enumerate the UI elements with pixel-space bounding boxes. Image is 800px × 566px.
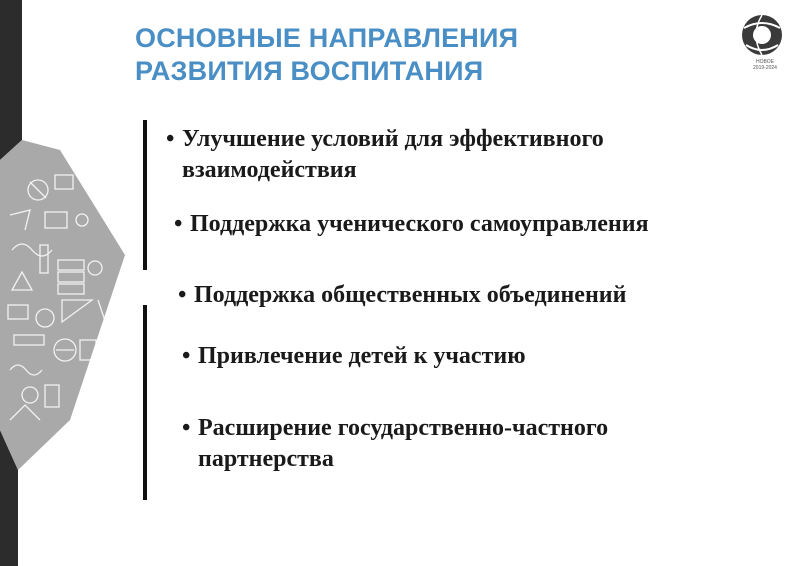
list-item bbox=[182, 341, 526, 372]
vertical-divider-top bbox=[143, 120, 147, 270]
bullet-icon: • bbox=[182, 415, 191, 441]
logo-caption bbox=[735, 59, 795, 71]
list-item bbox=[182, 413, 608, 475]
logo-caption-line-1: НОВОЕ bbox=[756, 59, 774, 65]
bullet-icon: • bbox=[174, 211, 183, 237]
list-item bbox=[178, 280, 626, 311]
list-item-text: Расширение государственно-частного bbox=[198, 415, 609, 441]
page-title bbox=[135, 22, 518, 88]
decorative-side-panel bbox=[0, 0, 130, 566]
list-item-text: Поддержка ученического самоуправления bbox=[190, 211, 649, 237]
list-item-text: Поддержка общественных объединений bbox=[194, 282, 627, 308]
logo-caption-line-2: 2019-2024 bbox=[753, 65, 777, 71]
list-item-text: Улучшение условий для эффективного bbox=[182, 126, 604, 152]
bullet-icon: • bbox=[178, 282, 187, 308]
bullet-icon: • bbox=[166, 126, 175, 152]
bullet-icon: • bbox=[182, 343, 191, 369]
list-item bbox=[174, 209, 649, 240]
list-item-text-continued: партнерства bbox=[198, 446, 334, 472]
title-line-1: ОСНОВНЫЕ НАПРАВЛЕНИЯ bbox=[135, 23, 519, 53]
vertical-divider-bottom bbox=[143, 305, 147, 500]
title-line-2: РАЗВИТИЯ ВОСПИТАНИЯ bbox=[135, 56, 484, 86]
list-item-text-continued: взаимодействия bbox=[182, 157, 357, 183]
list-item bbox=[166, 124, 604, 186]
list-item-text: Привлечение детей к участию bbox=[198, 343, 526, 369]
